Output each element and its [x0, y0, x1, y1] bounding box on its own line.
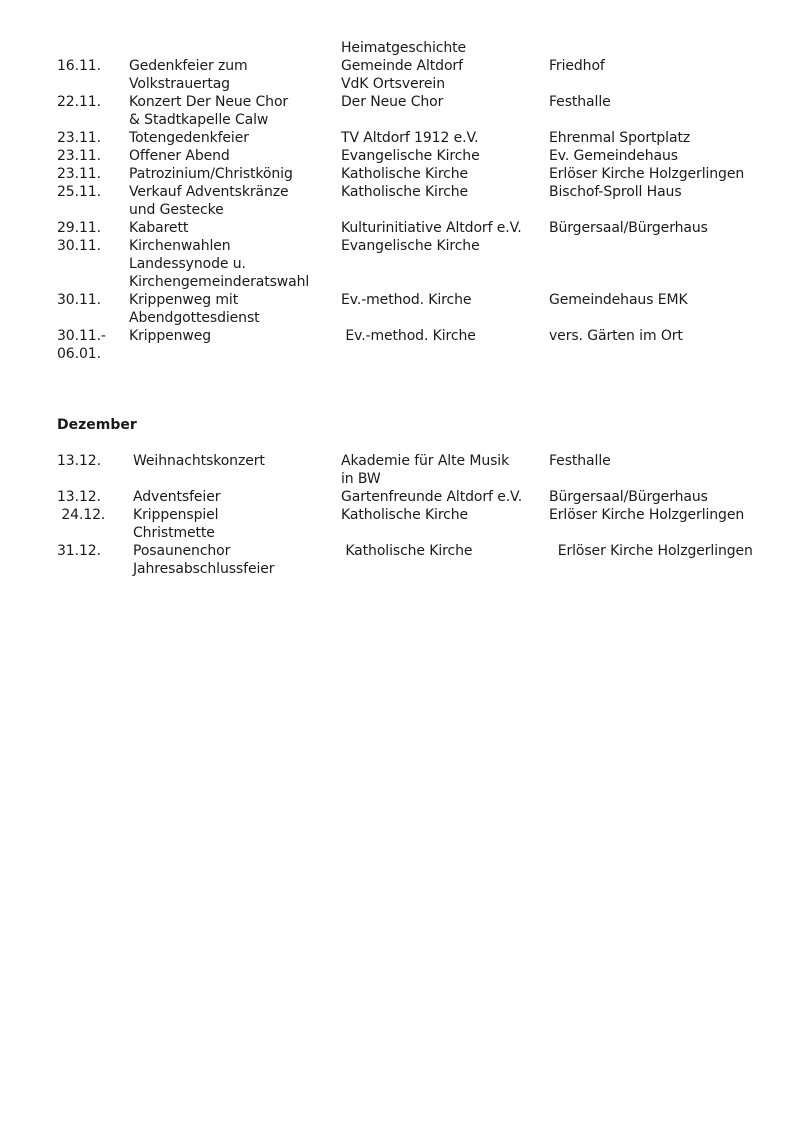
cell-org: VdK Ortsverein	[341, 76, 445, 92]
cell-date: 16.11.	[57, 58, 101, 74]
cell-event: Krippenspiel	[133, 507, 219, 523]
cell-event: Volkstrauertag	[129, 76, 230, 92]
cell-org: Ev.-method. Kirche	[341, 292, 472, 308]
cell-place: vers. Gärten im Ort	[549, 328, 683, 344]
cell-date: 29.11.	[57, 220, 101, 236]
cell-place: Bischof-Sproll Haus	[549, 184, 682, 200]
cell-event: Krippenweg mit	[129, 292, 239, 308]
cell-event: Patrozinium/Christkönig	[129, 166, 293, 182]
cell-org: Evangelische Kirche	[341, 148, 480, 164]
cell-event: & Stadtkapelle Calw	[129, 112, 269, 128]
cell-event: Adventsfeier	[133, 489, 221, 505]
cell-org: Evangelische Kirche	[341, 238, 480, 254]
cell-org: Katholische Kirche	[341, 166, 469, 182]
cell-date: 30.11.	[57, 238, 101, 254]
cell-event: Kabarett	[129, 220, 189, 236]
cell-org: Kulturinitiative Altdorf e.V.	[341, 220, 522, 236]
cell-event: Verkauf Adventskränze	[129, 184, 289, 200]
cell-date: 25.11.	[57, 184, 101, 200]
cell-place: Friedhof	[549, 58, 605, 74]
cell-org: Katholische Kirche	[341, 507, 469, 523]
cell-event: Weihnachtskonzert	[133, 453, 265, 469]
cell-date: 30.11.	[57, 292, 101, 308]
cell-org: TV Altdorf 1912 e.V.	[341, 130, 479, 146]
cell-date: 24.12.	[57, 507, 106, 523]
cell-event: und Gestecke	[129, 202, 224, 218]
cell-place: Gemeindehaus EMK	[549, 292, 688, 308]
cell-event: Krippenweg	[129, 328, 212, 344]
cell-event: Kirchengemeinderatswahl	[129, 274, 310, 290]
cell-event: Posaunenchor	[133, 543, 231, 559]
cell-event: Gedenkfeier zum	[129, 58, 248, 74]
cell-date: 22.11.	[57, 94, 101, 110]
cell-org: Katholische Kirche	[341, 543, 473, 559]
cell-date: 31.12.	[57, 543, 101, 559]
cell-event: Abendgottesdienst	[129, 310, 260, 326]
cell-place: Erlöser Kirche Holzgerlingen	[549, 507, 745, 523]
cell-date: 23.11.	[57, 130, 101, 146]
cell-org: Katholische Kirche	[341, 184, 469, 200]
cell-event: Jahresabschlussfeier	[133, 561, 275, 577]
cell-place: Erlöser Kirche Holzgerlingen	[549, 543, 753, 559]
cell-event: Konzert Der Neue Chor	[129, 94, 289, 110]
cell-org: Akademie für Alte Musik	[341, 453, 510, 469]
cell-org: Heimatgeschichte	[341, 40, 467, 56]
section-heading-dezember: Dezember	[57, 417, 137, 433]
cell-event: Totengedenkfeier	[129, 130, 249, 146]
cell-org: Ev.-method. Kirche	[341, 328, 476, 344]
cell-place: Bürgersaal/Bürgerhaus	[549, 489, 708, 505]
cell-place: Erlöser Kirche Holzgerlingen	[549, 166, 745, 182]
cell-org: in BW	[341, 471, 381, 487]
cell-place: Festhalle	[549, 94, 611, 110]
cell-place: Festhalle	[549, 453, 611, 469]
cell-org: Gemeinde Altdorf	[341, 58, 463, 74]
cell-event: Offener Abend	[129, 148, 230, 164]
cell-event: Landessynode u.	[129, 256, 246, 272]
cell-org: Der Neue Chor	[341, 94, 444, 110]
cell-date: 23.11.	[57, 148, 101, 164]
cell-place: Ehrenmal Sportplatz	[549, 130, 691, 146]
cell-place: Bürgersaal/Bürgerhaus	[549, 220, 708, 236]
cell-date: 13.12.	[57, 489, 101, 505]
cell-event: Christmette	[133, 525, 215, 541]
cell-date: 06.01.	[57, 346, 101, 362]
cell-date: 30.11.-	[57, 328, 106, 344]
cell-org: Gartenfreunde Altdorf e.V.	[341, 489, 523, 505]
cell-place: Ev. Gemeindehaus	[549, 148, 678, 164]
cell-date: 23.11.	[57, 166, 101, 182]
cell-event: Kirchenwahlen	[129, 238, 231, 254]
cell-date: 13.12.	[57, 453, 101, 469]
